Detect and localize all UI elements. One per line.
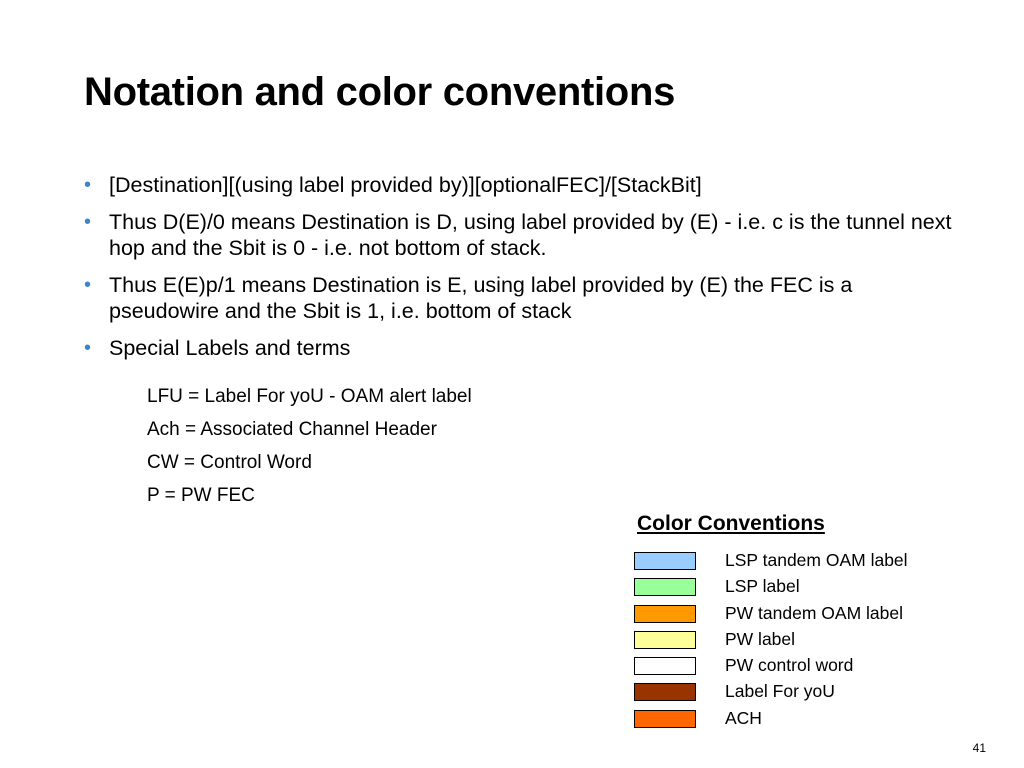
special-label-item: Ach = Associated Channel Header bbox=[147, 419, 437, 440]
bullet-item bbox=[82, 335, 962, 361]
bullet-text: Thus E(E)p/1 means Destination is E, using label provided by (E) the FEC is a pseudowire and the Sbit is 1, i.e. bottom of stack bbox=[109, 273, 853, 323]
color-swatch bbox=[634, 605, 696, 623]
special-labels-list bbox=[147, 386, 472, 518]
color-conventions-heading: Color Conventions bbox=[637, 512, 825, 535]
special-label-item: CW = Control Word bbox=[147, 452, 312, 473]
color-swatch bbox=[634, 710, 696, 728]
legend-label: LSP tandem OAM label bbox=[725, 550, 908, 570]
legend-row bbox=[633, 655, 993, 681]
legend-row bbox=[633, 603, 993, 629]
color-swatch bbox=[634, 578, 696, 596]
color-swatch bbox=[634, 683, 696, 701]
bullet-marker: • bbox=[84, 174, 92, 196]
bullet-marker: • bbox=[84, 274, 92, 296]
legend-row bbox=[633, 550, 993, 576]
slide-title: Notation and color conventions bbox=[84, 70, 676, 114]
bullet-item bbox=[82, 272, 962, 324]
bullet-marker: • bbox=[84, 337, 92, 359]
bullet-text: Thus D(E)/0 means Destination is D, using label provided by (E) - i.e. c is the tunnel next hop and the Sbit is 0 - i.e. not bottom of stack. bbox=[109, 210, 952, 260]
legend-label: PW tandem OAM label bbox=[725, 602, 903, 623]
bullet-text: Special Labels and terms bbox=[109, 336, 351, 360]
legend-row bbox=[633, 629, 993, 655]
special-label-item: P = PW FEC bbox=[147, 485, 255, 506]
bullet-list bbox=[82, 172, 962, 372]
legend-row bbox=[633, 576, 993, 602]
legend-row bbox=[633, 708, 993, 734]
bullet-item bbox=[82, 209, 962, 261]
special-label-item: LFU = Label For yoU - OAM alert label bbox=[147, 386, 472, 407]
bullet-text: [Destination][(using label provided by)][optionalFEC]/[StackBit] bbox=[109, 173, 702, 197]
legend-label: LSP label bbox=[725, 576, 800, 597]
color-swatch bbox=[634, 631, 696, 649]
color-swatch bbox=[634, 552, 696, 570]
color-swatch bbox=[634, 657, 696, 675]
legend-label: PW label bbox=[725, 628, 796, 649]
bullet-marker: • bbox=[84, 211, 92, 233]
legend-row bbox=[633, 681, 993, 707]
color-legend bbox=[633, 550, 993, 734]
legend-label: Label For yoU bbox=[725, 681, 835, 702]
page-number: 41 bbox=[972, 741, 986, 755]
legend-label: PW control word bbox=[725, 655, 854, 676]
legend-label: ACH bbox=[725, 707, 762, 728]
bullet-item bbox=[82, 172, 962, 198]
